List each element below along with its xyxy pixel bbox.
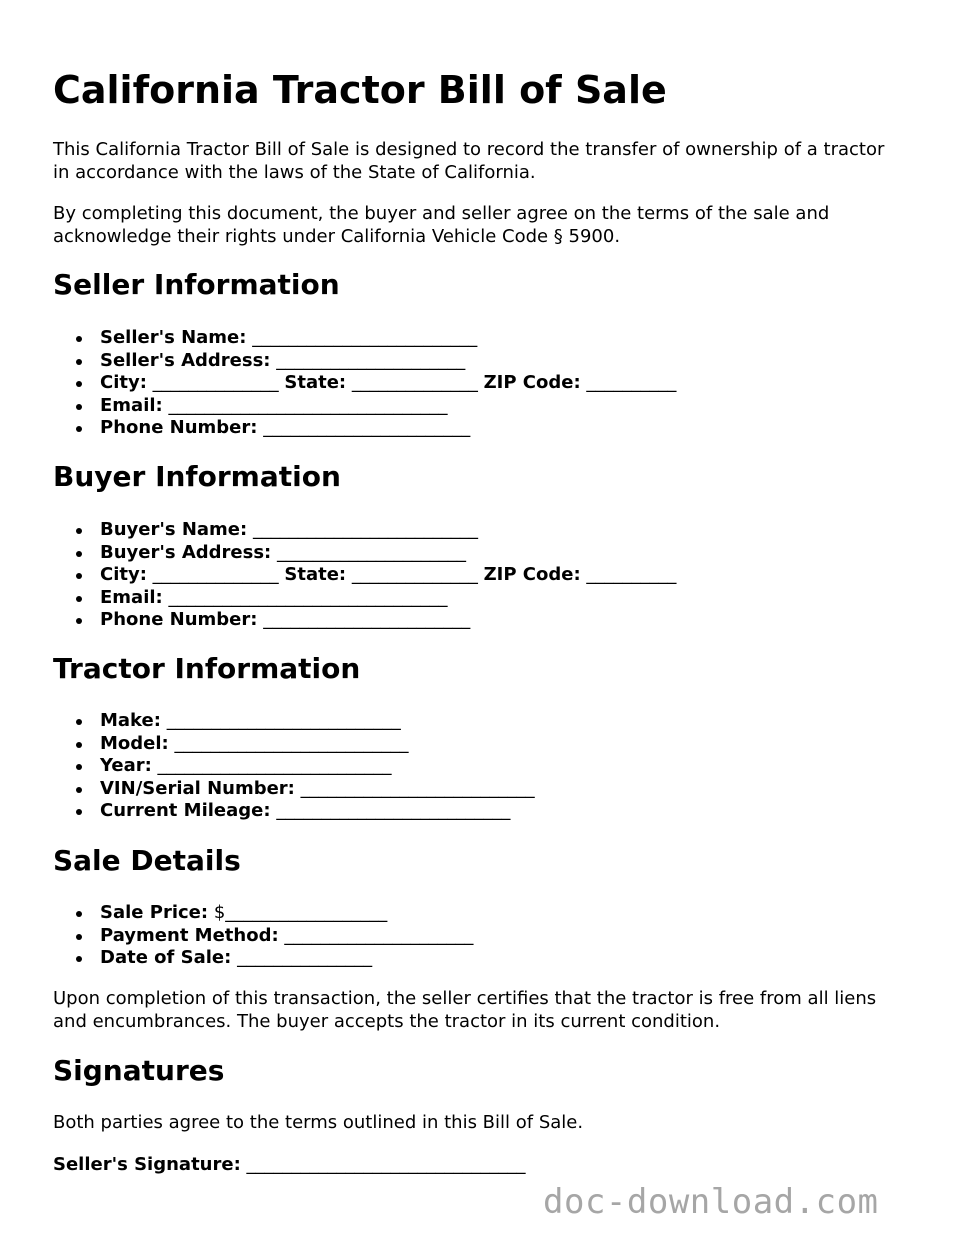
seller-email-label: Email: xyxy=(100,394,163,416)
buyer-address-label: Buyer's Address: xyxy=(100,541,272,563)
list-item xyxy=(53,395,893,418)
buyer-city-field[interactable]: ______________ xyxy=(152,564,279,585)
seller-zip-label: ZIP Code: xyxy=(483,372,581,393)
seller-fields-list xyxy=(53,327,893,440)
seller-address-label: Seller's Address: xyxy=(100,349,271,371)
buyer-zip-label: ZIP Code: xyxy=(483,564,581,585)
seller-zip-field[interactable]: __________ xyxy=(586,372,677,393)
seller-phone-label: Phone Number: xyxy=(100,417,258,438)
tractor-mileage-field[interactable]: __________________________ xyxy=(276,800,511,821)
seller-state-field[interactable]: ______________ xyxy=(351,372,478,393)
seller-signature-label: Seller's Signature: xyxy=(53,1154,241,1175)
sale-statement: Upon completion of this transaction, the seller certifies that the tractor is free from all liens and encumbrances. The buyer accepts the tractor in its current condition. xyxy=(53,988,877,1032)
list-item xyxy=(53,609,893,632)
buyer-state-label: State: xyxy=(284,564,347,585)
list-item xyxy=(53,372,893,395)
buyer-fields-list xyxy=(53,519,893,632)
list-item xyxy=(53,564,893,587)
buyer-email-field[interactable]: _______________________________ xyxy=(168,586,448,608)
list-item xyxy=(53,710,893,733)
sale-price-label: Sale Price: xyxy=(100,902,209,923)
list-item xyxy=(53,733,893,756)
tractor-model-field[interactable]: __________________________ xyxy=(174,732,409,754)
list-item xyxy=(53,542,893,565)
page-title: California Tractor Bill of Sale xyxy=(53,68,667,112)
sale-price-field[interactable]: $__________________ xyxy=(213,902,388,923)
buyer-section-heading: Buyer Information xyxy=(53,460,341,493)
list-item xyxy=(53,947,893,970)
seller-signature-field[interactable]: _______________________________ xyxy=(246,1154,526,1175)
sale-section-heading: Sale Details xyxy=(53,844,241,877)
intro-paragraph-1: This California Tractor Bill of Sale is designed to record the transfer of ownership of a tractor in accordance with the laws of the State of California. xyxy=(53,139,885,183)
signatures-section-heading: Signatures xyxy=(53,1054,225,1087)
sale-date-field[interactable]: _______________ xyxy=(237,947,373,968)
buyer-state-field[interactable]: ______________ xyxy=(351,564,478,585)
tractor-vin-field[interactable]: __________________________ xyxy=(300,777,535,799)
tractor-year-field[interactable]: __________________________ xyxy=(157,755,392,776)
buyer-name-field[interactable]: _________________________ xyxy=(252,519,478,540)
tractor-vin-label: VIN/Serial Number: xyxy=(100,777,295,799)
watermark: doc-download.com xyxy=(543,1182,879,1222)
sale-date-label: Date of Sale: xyxy=(100,947,232,968)
list-item xyxy=(53,350,893,373)
list-item xyxy=(53,417,893,440)
buyer-email-label: Email: xyxy=(100,586,163,608)
seller-signature-line xyxy=(53,1154,526,1177)
payment-method-label: Payment Method: xyxy=(100,924,279,946)
seller-section-heading: Seller Information xyxy=(53,268,340,301)
payment-method-field[interactable]: _____________________ xyxy=(284,924,474,946)
list-item xyxy=(53,925,893,948)
list-item xyxy=(53,778,893,801)
tractor-model-label: Model: xyxy=(100,732,169,754)
seller-phone-field[interactable]: _______________________ xyxy=(263,417,471,438)
tractor-make-label: Make: xyxy=(100,710,161,731)
buyer-address-field[interactable]: _____________________ xyxy=(277,541,466,563)
seller-address-field[interactable]: _____________________ xyxy=(276,349,466,371)
intro-paragraph-2: By completing this document, the buyer and seller agree on the terms of the sale and acknowledge their rights under California Vehicle Code § 5900. xyxy=(53,203,830,247)
sale-fields-list xyxy=(53,902,893,970)
buyer-city-label: City: xyxy=(100,564,147,585)
buyer-phone-field[interactable]: _______________________ xyxy=(263,609,471,630)
tractor-section-heading: Tractor Information xyxy=(53,652,361,685)
list-item xyxy=(53,902,893,925)
tractor-make-field[interactable]: __________________________ xyxy=(166,710,401,731)
seller-city-field[interactable]: ______________ xyxy=(152,372,279,393)
seller-state-label: State: xyxy=(284,372,347,393)
tractor-fields-list xyxy=(53,710,893,823)
buyer-zip-field[interactable]: __________ xyxy=(586,564,677,585)
list-item xyxy=(53,800,893,823)
tractor-year-label: Year: xyxy=(100,755,152,776)
signatures-statement: Both parties agree to the terms outlined in this Bill of Sale. xyxy=(53,1112,584,1133)
list-item xyxy=(53,519,893,542)
buyer-name-label: Buyer's Name: xyxy=(100,519,248,540)
list-item xyxy=(53,587,893,610)
buyer-phone-label: Phone Number: xyxy=(100,609,258,630)
seller-name-label: Seller's Name: xyxy=(100,327,247,348)
seller-email-field[interactable]: _______________________________ xyxy=(168,394,448,416)
tractor-mileage-label: Current Mileage: xyxy=(100,800,271,821)
list-item xyxy=(53,327,893,350)
seller-name-field[interactable]: _________________________ xyxy=(252,327,478,348)
seller-city-label: City: xyxy=(100,372,147,393)
list-item xyxy=(53,755,893,778)
